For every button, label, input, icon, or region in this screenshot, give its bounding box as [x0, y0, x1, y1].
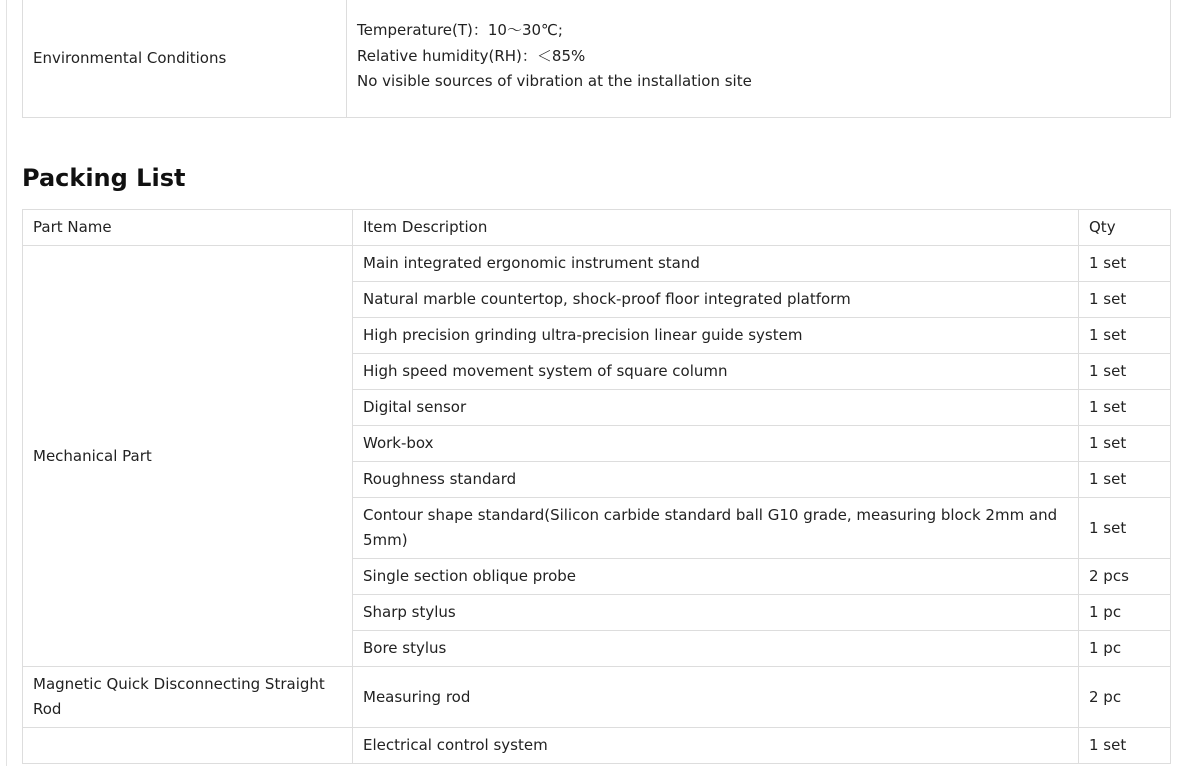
item-description: Natural marble countertop, shock-proof floor integrated platform: [353, 282, 1079, 318]
page-left-border: [6, 0, 7, 766]
temperature-line: Temperature(T)：10～30℃;: [357, 21, 563, 40]
header-part-name: Part Name: [23, 210, 353, 246]
item-description: Electrical control system: [353, 728, 1079, 764]
item-qty: 1 set: [1079, 728, 1171, 764]
vibration-line: No visible sources of vibration at the installation site: [357, 72, 752, 91]
item-qty: 2 pcs: [1079, 559, 1171, 595]
environmental-values: [347, 0, 1171, 118]
item-description: High precision grinding ultra-precision linear guide system: [353, 318, 1079, 354]
environmental-table: [22, 0, 1171, 118]
item-qty: 1 set: [1079, 426, 1171, 462]
item-description: Sharp stylus: [353, 595, 1079, 631]
item-description: Bore stylus: [353, 631, 1079, 667]
environmental-label: Environmental Conditions: [23, 0, 347, 118]
item-qty: 1 pc: [1079, 595, 1171, 631]
item-description: Digital sensor: [353, 390, 1079, 426]
item-description: Work-box: [353, 426, 1079, 462]
item-description: Main integrated ergonomic instrument stand: [353, 246, 1079, 282]
item-qty: 2 pc: [1079, 667, 1171, 728]
part-name-cell: [23, 728, 353, 764]
part-name-cell: Mechanical Part: [23, 246, 353, 667]
item-qty: 1 set: [1079, 246, 1171, 282]
item-description: Roughness standard: [353, 462, 1079, 498]
item-qty: 1 set: [1079, 390, 1171, 426]
part-name-cell: Magnetic Quick Disconnecting Straight Rod: [23, 667, 353, 728]
item-qty: 1 set: [1079, 318, 1171, 354]
item-qty: 1 set: [1079, 354, 1171, 390]
item-description: High speed movement system of square column: [353, 354, 1079, 390]
item-description: Single section oblique probe: [353, 559, 1079, 595]
table-row: [23, 246, 1171, 282]
table-row: [23, 667, 1171, 728]
table-row: [23, 728, 1171, 764]
item-qty: 1 set: [1079, 462, 1171, 498]
environmental-row: [23, 0, 1171, 118]
spec-content: [22, 0, 1170, 764]
item-qty: 1 pc: [1079, 631, 1171, 667]
packing-list-table: [22, 209, 1171, 764]
header-qty: Qty: [1079, 210, 1171, 246]
packing-header-row: [23, 210, 1171, 246]
header-item-description: Item Description: [353, 210, 1079, 246]
item-description: Measuring rod: [353, 667, 1079, 728]
packing-list-heading: Packing List: [22, 164, 186, 192]
item-qty: 1 set: [1079, 282, 1171, 318]
item-description: Contour shape standard(Silicon carbide standard ball G10 grade, measuring block 2mm and 5mm): [353, 498, 1079, 559]
item-qty: 1 set: [1079, 498, 1171, 559]
humidity-line: Relative humidity(RH)：＜85%: [357, 46, 586, 65]
